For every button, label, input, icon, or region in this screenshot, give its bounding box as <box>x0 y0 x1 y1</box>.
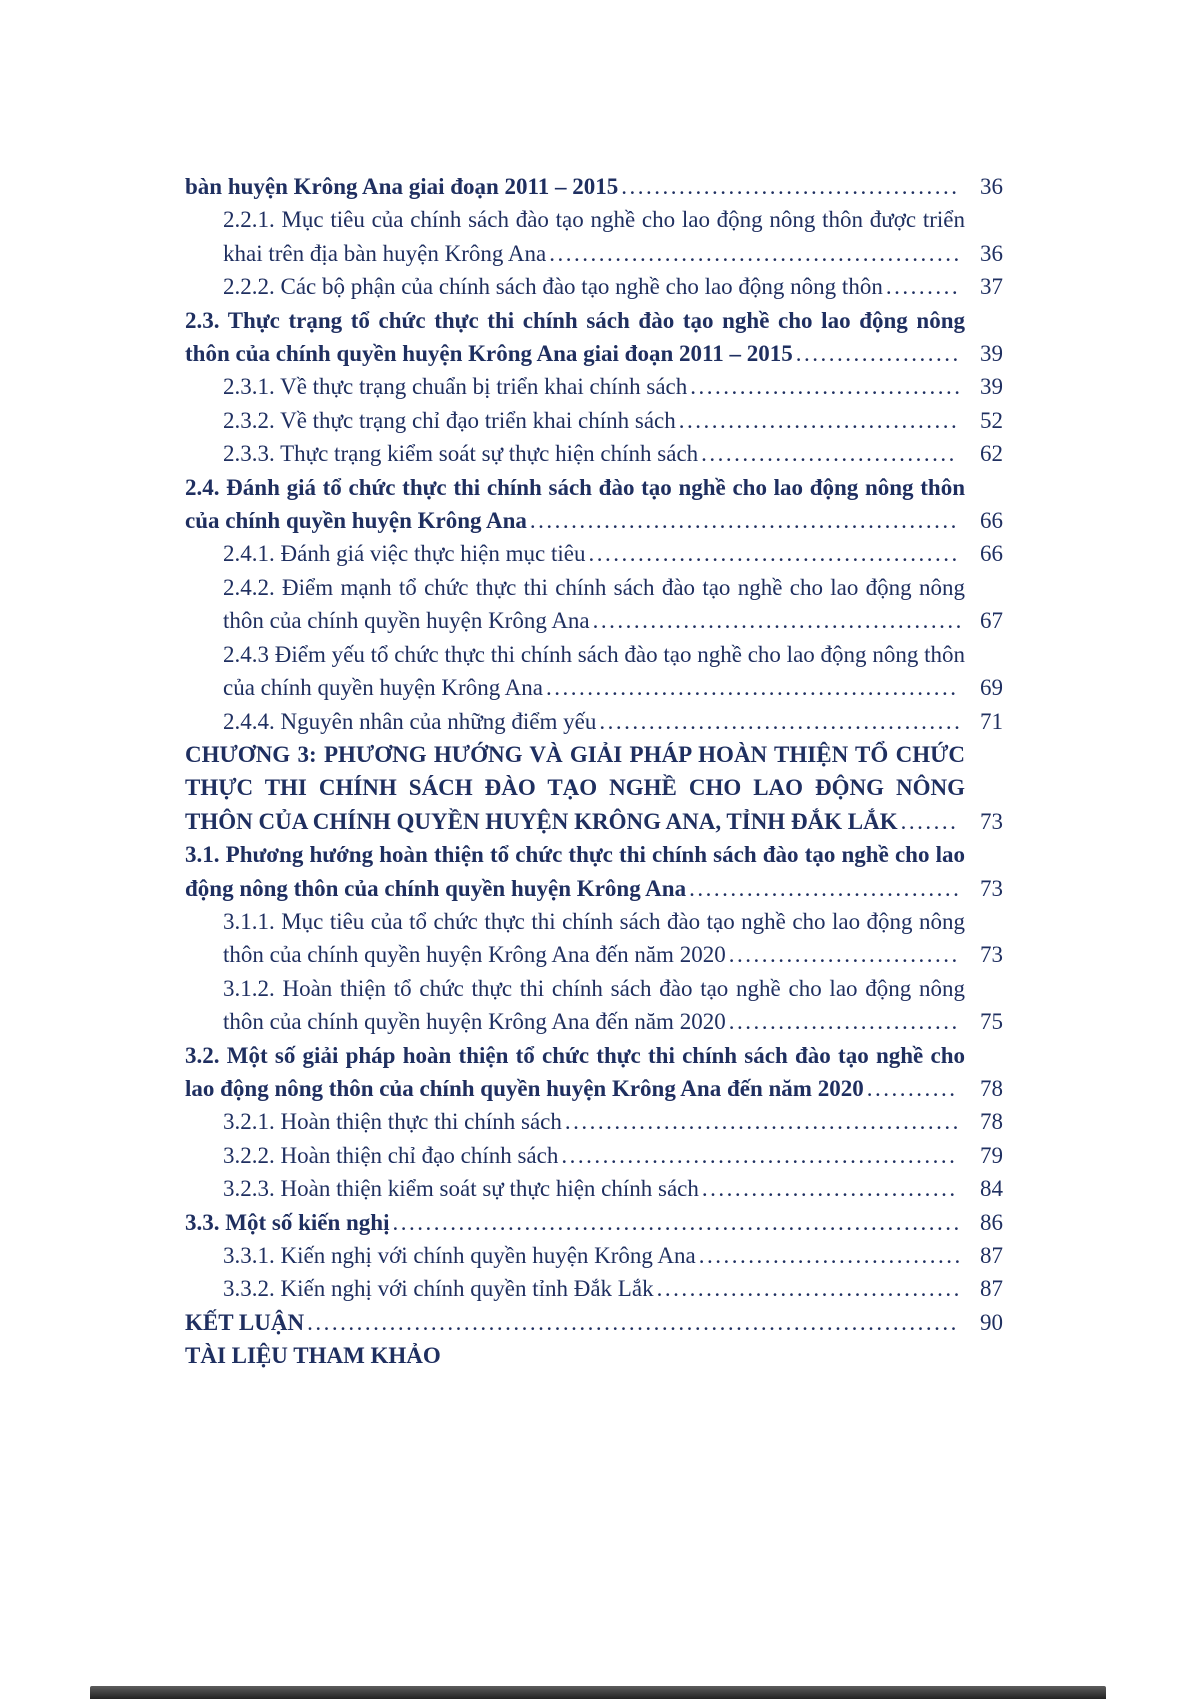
toc-entry-text: 2.4.2. Điểm mạnh tổ chức thực thi chính sách đào tạo nghề cho lao động nông thôn của chính quyền huyện Krông Ana <box>223 574 965 634</box>
toc-entry <box>185 1039 1003 1106</box>
toc-entry-text: 2.3.3. Thực trạng kiểm soát sự thực hiện chính sách <box>223 441 699 467</box>
toc-entry <box>185 1139 1003 1172</box>
toc-leader-dots: ............................................. <box>592 608 964 634</box>
toc-page-number: 84 <box>980 1176 1003 1202</box>
scan-artifact-bar <box>90 1686 1106 1699</box>
table-of-contents <box>185 170 1003 1373</box>
toc-entry-text: 3.3.1. Kiến nghị với chính quyền huyện Krông Ana <box>223 1243 696 1268</box>
toc-entry-text: bàn huyện Krông Ana giai đoạn 2011 – 2015 <box>185 174 619 199</box>
toc-entry <box>185 203 1003 270</box>
toc-entry <box>185 270 1003 303</box>
toc-entry-text: TÀI LIỆU THAM KHẢO <box>185 1343 441 1369</box>
toc-entry-text: 3.1. Phương hướng hoàn thiện tổ chức thực thi chính sách đào tạo nghề cho lao động nông thôn của chính quyền huyện Krông Ana <box>185 842 965 901</box>
toc-entry <box>185 838 1003 905</box>
toc-page-number: 36 <box>980 240 1003 266</box>
toc-entry-text: 3.2. Một số giải pháp hoàn thiện tổ chức thực thi chính sách đào tạo nghề cho lao động nông thôn của chính quyền huyện Krông Ana đến năm 2020 <box>185 1042 965 1101</box>
toc-page-number: 37 <box>980 274 1003 300</box>
toc-leader-dots: ............................... <box>701 1176 958 1202</box>
toc-entry <box>185 370 1003 403</box>
toc-leader-dots: .................................................. <box>549 240 962 266</box>
toc-entry-text: 3.2.2. Hoàn thiện chỉ đạo chính sách <box>223 1142 559 1168</box>
toc-entry-text: 2.3.1. Về thực trạng chuẩn bị triển khai chính sách <box>223 374 688 400</box>
toc-leader-dots: ..................................... <box>656 1276 962 1302</box>
toc-page-number: 78 <box>980 1075 1003 1101</box>
toc-entry-text: 3.1.1. Mục tiêu của tổ chức thực thi chính sách đào tạo nghề cho lao động nông thôn của chính quyền huyện Krông Ana đến năm 2020 <box>223 908 965 968</box>
toc-page-number: 71 <box>980 708 1003 734</box>
toc-page-number: 73 <box>980 808 1003 834</box>
toc-page-number: 87 <box>980 1243 1003 1268</box>
toc-entry-text: CHƯƠNG 3: PHƯƠNG HƯỚNG VÀ GIẢI PHÁP HOÀN THIỆN TỔ CHỨC THỰC THI CHÍNH SÁCH ĐÀO TẠO NGHỀ CHO LAO ĐỘNG NÔNG THÔN CỦA CHÍNH QUYỀN HUYỆN KRÔNG ANA, TỈNH ĐẮK LẮK <box>185 741 965 834</box>
toc-entry <box>185 1172 1003 1205</box>
toc-leader-dots: .................................................... <box>529 508 959 534</box>
toc-leader-dots: ............................................................................... <box>307 1309 959 1335</box>
toc-leader-dots: ............................... <box>701 441 957 467</box>
toc-entry <box>185 972 1003 1039</box>
toc-leader-dots: ............................................ <box>599 708 963 734</box>
toc-entry <box>185 304 1003 371</box>
toc-entry <box>185 638 1003 705</box>
toc-page-number: 73 <box>980 942 1003 968</box>
toc-page-number: 86 <box>980 1209 1003 1235</box>
toc-page-number: 62 <box>980 441 1003 467</box>
toc-entry-text: 3.3.2. Kiến nghị với chính quyền tỉnh Đắk Lắk <box>223 1276 654 1302</box>
toc-entry <box>185 404 1003 437</box>
toc-leader-dots: ................................. <box>689 875 962 901</box>
toc-entry-text: 3.2.3. Hoàn thiện kiểm soát sự thực hiện chính sách <box>223 1176 699 1202</box>
toc-entry-text: 2.2.1. Mục tiêu của chính sách đào tạo nghề cho lao động nông thôn được triển khai trên địa bàn huyện Krông Ana <box>223 207 965 266</box>
toc-entry-text: 2.3.2. Về thực trạng chỉ đạo triển khai chính sách <box>223 407 676 433</box>
toc-entry <box>185 1105 1003 1138</box>
toc-page-number: 66 <box>980 508 1003 534</box>
toc-leader-dots: .................... <box>795 341 961 367</box>
toc-page-number: 90 <box>980 1309 1003 1335</box>
toc-page-number: 69 <box>980 675 1003 701</box>
toc-page-number: 75 <box>980 1009 1003 1035</box>
toc-entry <box>185 1206 1003 1239</box>
toc-entry-text: 3.3. Một số kiến nghị <box>185 1209 390 1235</box>
toc-entry-text: 2.4.3 Điểm yếu tổ chức thực thi chính sách đào tạo nghề cho lao động nông thôn của chính quyền huyện Krông Ana <box>223 641 965 701</box>
toc-page-number: 67 <box>980 608 1003 634</box>
toc-leader-dots: ................................ <box>698 1243 963 1268</box>
toc-leader-dots: ....... <box>900 808 959 834</box>
toc-entry <box>185 1272 1003 1305</box>
toc-entry-text: 2.4. Đánh giá tổ chức thực thi chính sách đào tạo nghề cho lao động nông thôn của chính quyền huyện Krông Ana <box>185 474 965 534</box>
toc-entry-text: 2.4.1. Đánh giá việc thực hiện mục tiêu <box>223 541 586 567</box>
toc-entry <box>185 170 1003 203</box>
toc-page-number: 39 <box>980 374 1003 400</box>
toc-entry <box>185 1306 1003 1339</box>
toc-leader-dots: ................................................ <box>561 1142 958 1168</box>
toc-leader-dots: ......... <box>885 274 961 300</box>
toc-page-number: 66 <box>980 541 1003 567</box>
toc-page-number: 39 <box>980 341 1003 367</box>
toc-entry-text: 3.1.2. Hoàn thiện tổ chức thực thi chính sách đào tạo nghề cho lao động nông thôn của chính quyền huyện Krông Ana đến năm 2020 <box>223 975 965 1035</box>
toc-page-number: 36 <box>980 174 1003 199</box>
toc-entry-text: 2.3. Thực trạng tổ chức thực thi chính sách đào tạo nghề cho lao động nông thôn của chính quyền huyện Krông Ana giai đoạn 2011 – 2015 <box>185 307 965 367</box>
toc-leader-dots: ............................ <box>728 1009 960 1035</box>
toc-entry <box>185 905 1003 972</box>
toc-page-number: 73 <box>980 875 1003 901</box>
toc-entry <box>185 437 1003 470</box>
toc-leader-dots: ......................................... <box>621 174 960 199</box>
toc-entry-text: KẾT LUẬN <box>185 1309 305 1335</box>
toc-entry <box>185 471 1003 538</box>
toc-entry <box>185 738 1003 838</box>
toc-entry-text: 2.2.2. Các bộ phận của chính sách đào tạo nghề cho lao động nông thôn <box>223 274 883 300</box>
toc-leader-dots: ............................................. <box>588 541 960 567</box>
toc-leader-dots: .................................. <box>678 407 960 433</box>
toc-entry <box>185 1339 1003 1372</box>
toc-leader-dots: ............................ <box>728 942 960 968</box>
toc-leader-dots: ........... <box>866 1075 958 1101</box>
toc-entry <box>185 537 1003 570</box>
toc-entry <box>185 571 1003 638</box>
toc-entry-text: 3.2.1. Hoàn thiện thực thi chính sách <box>223 1109 562 1135</box>
toc-leader-dots: ................................. <box>690 374 963 400</box>
toc-entry <box>185 1239 1003 1272</box>
toc-page-number: 79 <box>980 1142 1003 1168</box>
toc-page-number: 78 <box>980 1109 1003 1135</box>
toc-entry <box>185 705 1003 738</box>
toc-page-number: 52 <box>980 407 1003 433</box>
toc-entry-text: 2.4.4. Nguyên nhân của những điểm yếu <box>223 708 597 734</box>
toc-leader-dots: ..................................................................... <box>392 1209 962 1235</box>
toc-leader-dots: ................................................ <box>564 1109 961 1135</box>
toc-leader-dots: .................................................. <box>546 675 959 701</box>
toc-page-number: 87 <box>980 1276 1003 1302</box>
